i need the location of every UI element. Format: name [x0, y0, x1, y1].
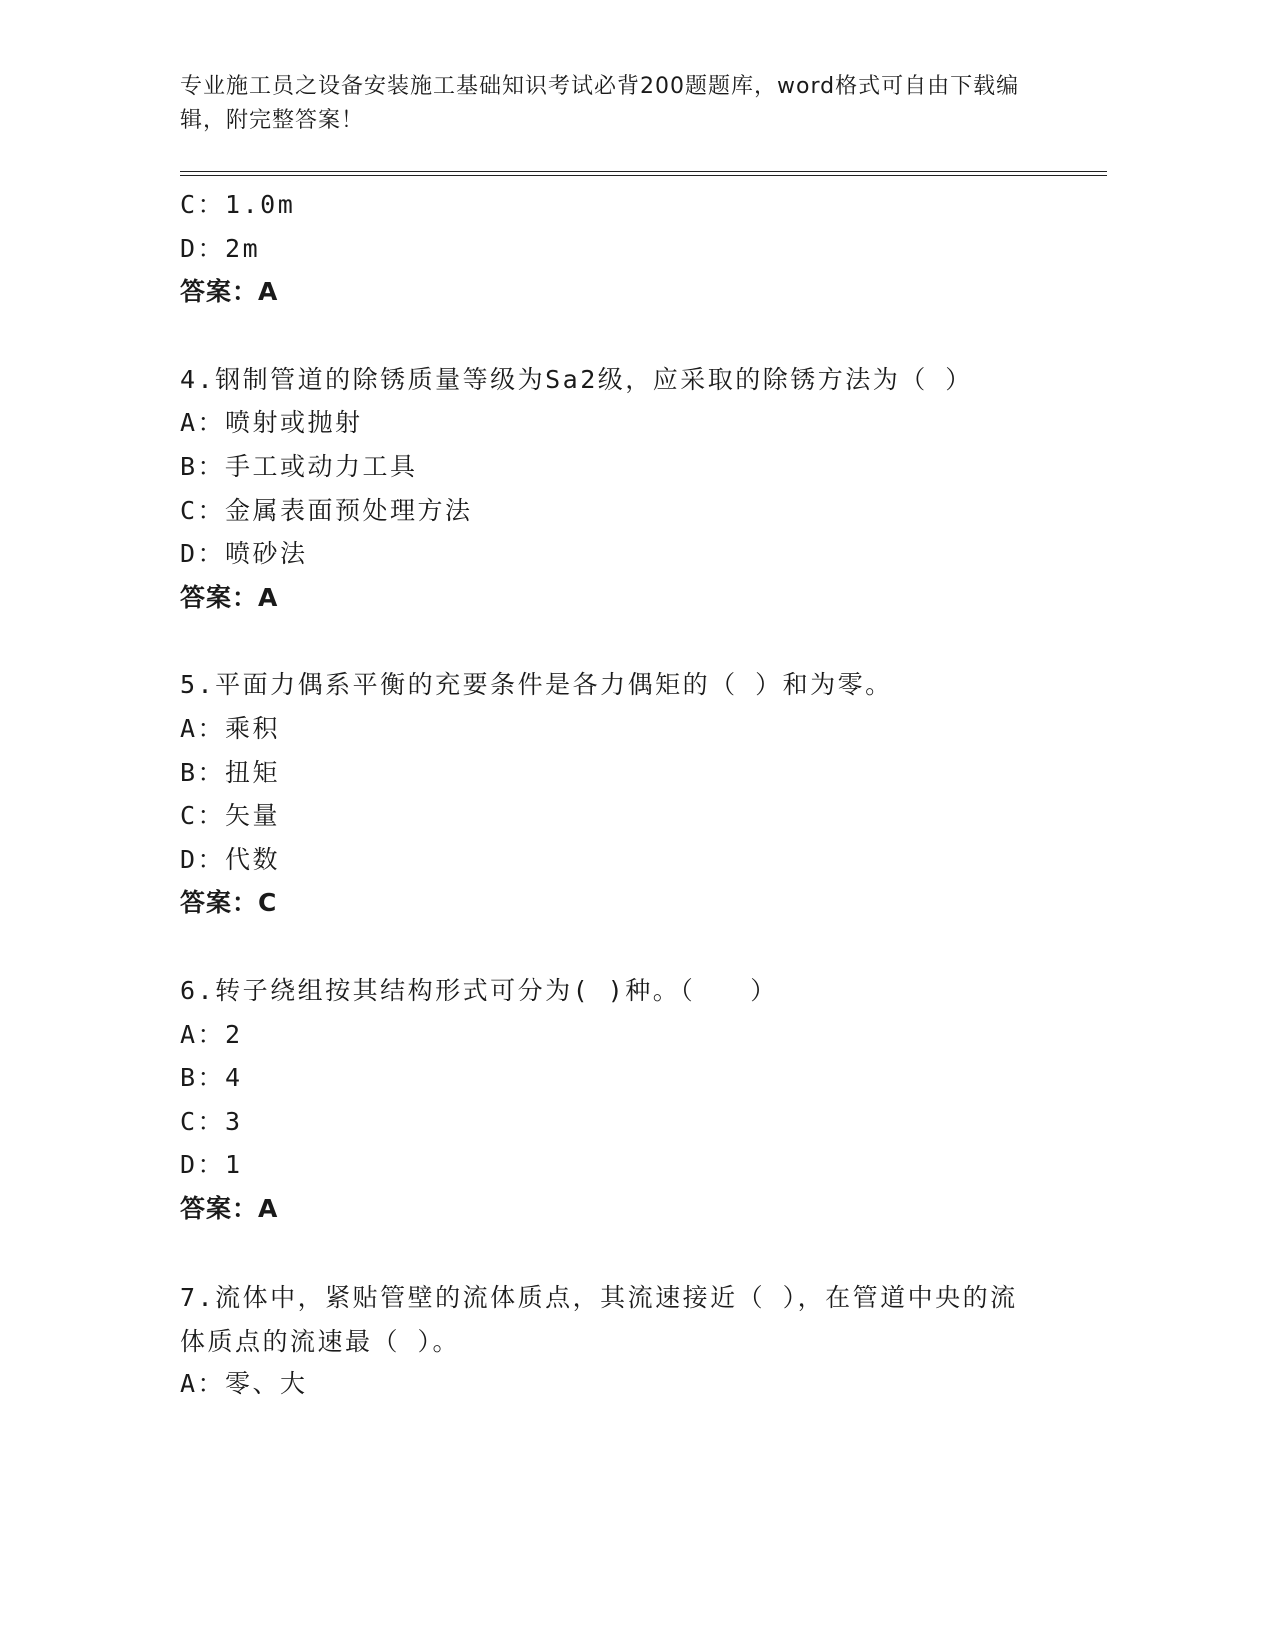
option-c: C：3 — [180, 1106, 243, 1136]
question-partial — [180, 185, 1080, 316]
option-a: A：2 — [180, 1019, 243, 1049]
question-5 — [180, 665, 1080, 927]
option-c: C：1.0m — [180, 190, 296, 219]
option-a: A：乘积 — [180, 713, 281, 743]
question-stem: 4.钢制管道的除锈质量等级为Sa2级，应采取的除锈方法为（ ） — [180, 364, 973, 394]
question-stem: 7.流体中，紧贴管壁的流体质点，其流速接近（ ），在管道中央的流体质点的流速最（ ）。 — [180, 1283, 1018, 1357]
option-c: C：矢量 — [180, 801, 281, 831]
option-a: A：喷射或抛射 — [180, 408, 363, 438]
answer-line: 答案：C — [180, 888, 278, 918]
header-divider-bottom — [180, 175, 1107, 176]
option-d: D：1 — [180, 1150, 243, 1180]
spacer — [180, 621, 1080, 665]
document-header — [180, 70, 1060, 138]
question-stem: 6.转子绕组按其结构形式可分为( )种。（ ） — [180, 975, 778, 1005]
option-b: B：扭矩 — [180, 757, 281, 787]
option-c: C：金属表面预处理方法 — [180, 495, 473, 525]
option-d: D：喷砂法 — [180, 539, 308, 569]
option-b: B：手工或动力工具 — [180, 451, 418, 481]
header-title: 专业施工员之设备安装施工基础知识考试必背200题题库，word格式可自由下载编辑，附完整答案！ — [180, 74, 1020, 133]
spacer — [180, 316, 1080, 360]
answer-line: 答案：A — [180, 1193, 279, 1223]
question-7 — [180, 1276, 1080, 1407]
question-list — [180, 185, 1080, 1407]
question-6 — [180, 971, 1080, 1233]
option-d: D：2m — [180, 233, 261, 263]
question-stem: 5.平面力偶系平衡的充要条件是各力偶矩的（ ）和为零。 — [180, 670, 893, 700]
spacer — [180, 927, 1080, 971]
answer-line: 答案：A — [180, 582, 279, 612]
option-a: A：零、大 — [180, 1368, 308, 1398]
question-4 — [180, 360, 1080, 622]
option-b: B：4 — [180, 1063, 243, 1093]
answer-line: 答案：A — [180, 277, 279, 307]
header-divider-top — [180, 171, 1107, 172]
option-d: D：代数 — [180, 844, 281, 874]
spacer — [180, 1232, 1080, 1276]
